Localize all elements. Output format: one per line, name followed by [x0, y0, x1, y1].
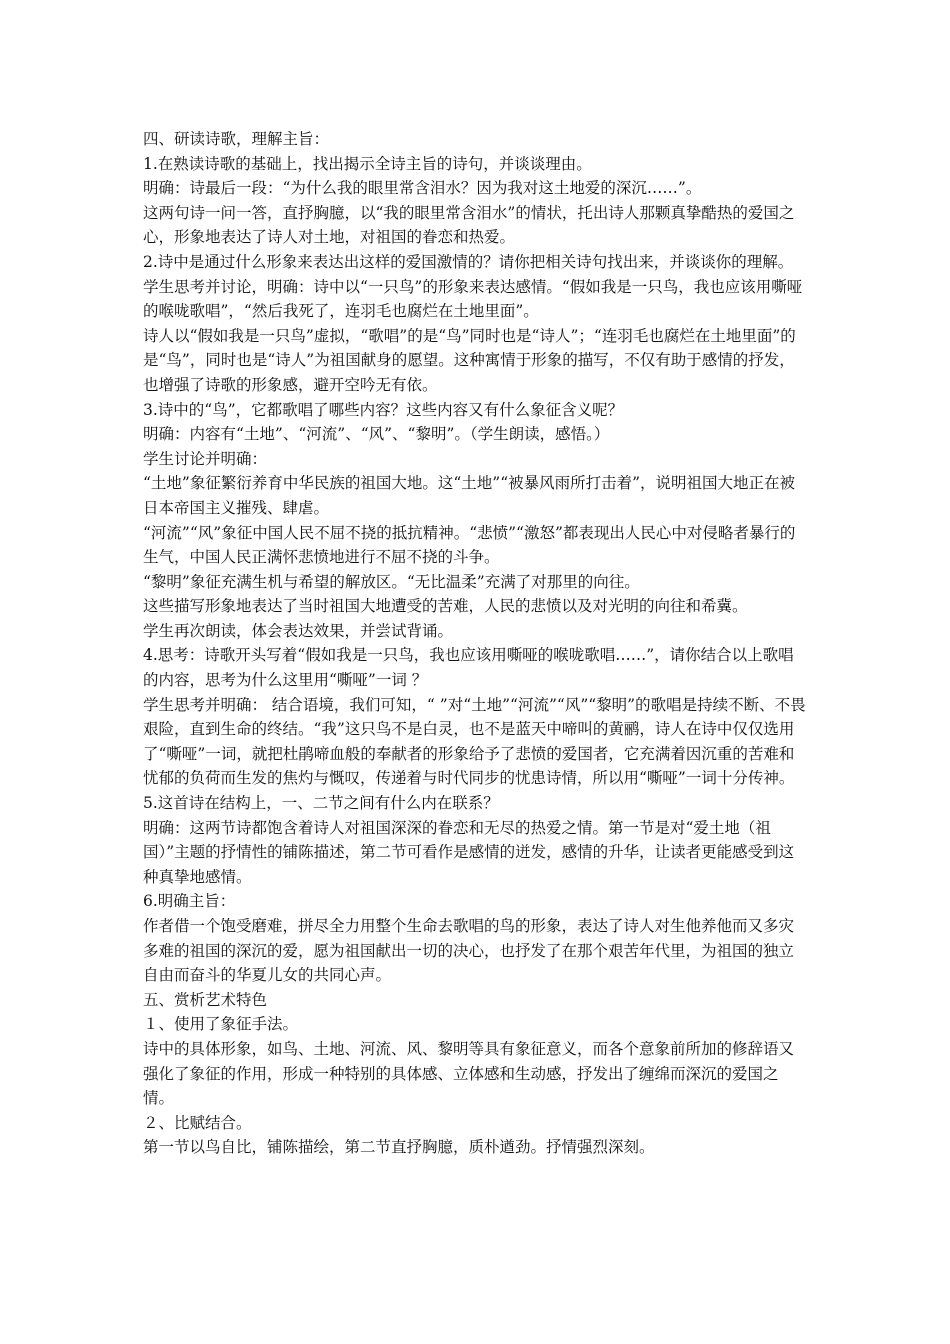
- paragraph: 诗中的具体形象，如鸟、土地、河流、风、黎明等具有象征意义，而各个意象前所加的修辞语又强化了象征的作用，形成一种特别的具体感、立体感和生动感，抒发出了缠绵而深沉的爱国之情。: [143, 1039, 795, 1108]
- paragraph: 第一节以鸟自比，铺陈描绘，第二节直抒胸臆，质朴遒劲。抒情强烈深刻。: [143, 1138, 655, 1157]
- question-2: 2.诗中是通过什么形象来表达出这样的爱国激情的？请你把相关诗句找出来，并谈谈你的理解。: [143, 252, 794, 271]
- answer-3: 明确：内容有“土地”、“河流”、“风”、“黎明”。（学生朗读，感悟。）: [143, 425, 610, 444]
- question-6: 6.明确主旨：: [143, 892, 236, 911]
- subheading-1: １、使用了象征手法。: [143, 1015, 299, 1034]
- paragraph: “土地”象征繁衍养育中华民族的祖国大地。这“土地”“被暴风雨所打击着”，说明祖国大地正在被日本帝国主义摧残、肆虐。: [143, 474, 796, 517]
- paragraph: 学生讨论并明确：: [143, 449, 268, 468]
- paragraph: “黎明”象征充满生机与希望的解放区。“无比温柔”充满了对那里的向往。: [143, 572, 640, 591]
- document-body: [143, 127, 807, 1160]
- section-heading-5: 五、赏析艺术特色: [143, 990, 268, 1009]
- question-3: 3.诗中的“鸟”，它都歌唱了哪些内容？这些内容又有什么象征含义呢？: [143, 400, 624, 419]
- paragraph: 作者借一个饱受磨难，拼尽全力用整个生命去歌唱的鸟的形象，表达了诗人对生他养他而又多灾多难的祖国的深沉的爱，愿为祖国献出一切的决心，也抒发了在那个艰苦年代里，为祖国的独立自由而奋斗的华夏儿女的共同心声。: [143, 917, 795, 985]
- answer-5: 明确：这两节诗都饱含着诗人对祖国深深的眷恋和无尽的热爱之情。第一节是对“爱土地（祖国）”主题的抒情性的铺陈描述，第二节可看作是感情的迸发，感情的升华，让读者更能感受到这种真挚地感情。: [143, 818, 795, 886]
- answer-1: 明确：诗最后一段：“为什么我的眼里常含泪水？因为我对这土地爱的深沉……”。: [143, 179, 702, 198]
- paragraph: “河流”“风”象征中国人民不屈不挠的抵抗精神。“悲愤”“激怒”都表现出人民心中对侵略者暴行的生气，中国人民正满怀悲愤地进行不屈不挠的斗争。: [143, 523, 796, 567]
- paragraph: 学生再次朗读，体会表达效果，并尝试背诵。: [143, 621, 454, 640]
- answer-2: 学生思考并讨论，明确：诗中以“一只鸟”的形象来表达感情。“假如我是一只鸟，我也应该用嘶哑的喉咙歌唱”，“然后我死了，连羽毛也腐烂在土地里面”。: [143, 277, 803, 321]
- section-heading-4: 四、研读诗歌，理解主旨：: [143, 130, 330, 148]
- paragraph: 这些描写形象地表达了当时祖国大地遭受的苦难，人民的悲愤以及对光明的向往和希冀。: [143, 597, 748, 616]
- answer-4: 学生思考并明确： 结合语境，我们可知，“ ”对“土地”“河流”“风”“黎明”的歌唱是持续不断、不畏艰险，直到生命的终结。“我”这只鸟不是白灵，也不是蓝天中啼叫的黄鹂，诗人在诗中仅仅选用了“嘶哑”一词，就把杜鹃啼血般的奉献者的形象给予了悲愤的爱国者，它充满着因沉重的苦难和忧郁的负荷而生发的焦灼与慨叹，传递着与时代同步的忧患诗情，所以用“嘶哑”一词十分传神。: [143, 695, 806, 788]
- paragraph: 这两句诗一问一答，直抒胸臆，以“我的眼里常含泪水”的情状，托出诗人那颗真挚酷热的爱国之心，形象地表达了诗人对土地，对祖国的眷恋和热爱。: [143, 203, 795, 247]
- question-5: 5.这首诗在结构上，一、二节之间有什么内在联系？: [143, 794, 499, 813]
- question-1: 1.在熟读诗歌的基础上，找出揭示全诗主旨的诗句，并谈谈理由。: [143, 154, 592, 173]
- question-4: 4.思考：诗歌开头写着“假如我是一只鸟，我也应该用嘶哑的喉咙歌唱……”，请你结合以上歌唱的内容，思考为什么这里用“嘶哑”一词 ？: [143, 646, 794, 690]
- subheading-2: ２、比赋结合。: [143, 1113, 252, 1132]
- paragraph: 诗人以“假如我是一只鸟”虚拟，“歌唱”的是“鸟”同时也是“诗人”；“连羽毛也腐烂在土地里面”的是“鸟”，同时也是“诗人”为祖国献身的愿望。这种寓情于形象的描写，不仅有助于感情的抒发，也增强了诗歌的形象感，避开空吟无有依。: [143, 326, 796, 394]
